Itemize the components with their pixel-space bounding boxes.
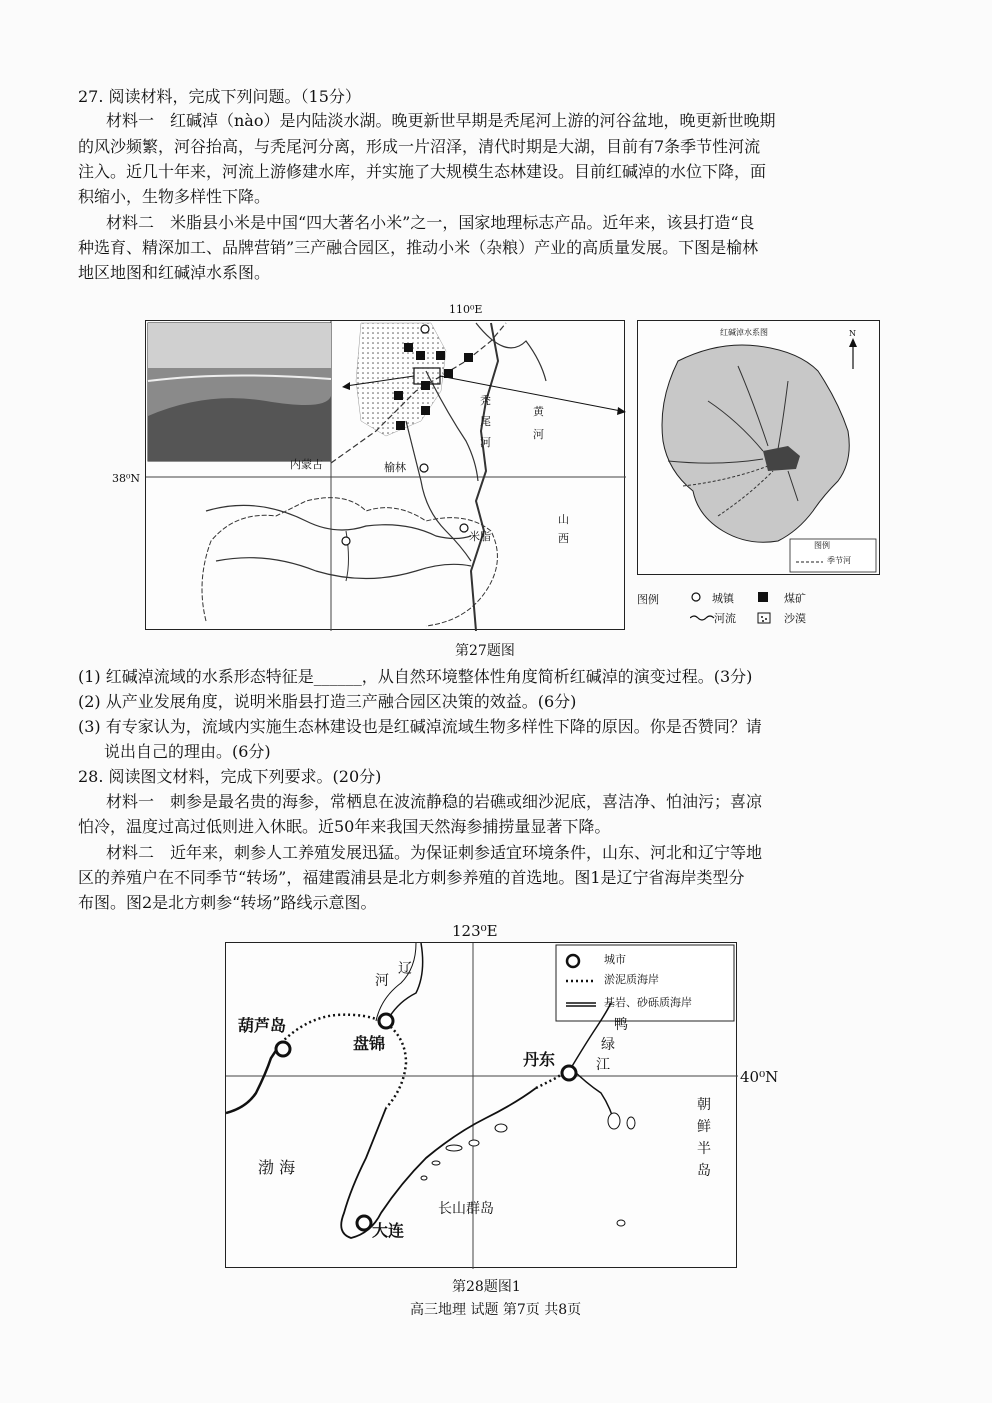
q28-title: 28. 阅读图文材料，完成下列要求。(20分)	[78, 767, 382, 786]
map28-legend-mud-coast: 淤泥质海岸	[604, 973, 659, 986]
legend-desert: 沙漠	[784, 612, 806, 625]
map27-legend-label: 图例	[637, 593, 659, 606]
map27-caption: 第27题图	[455, 643, 515, 659]
map28-latitude-label: 40⁰N	[740, 1068, 779, 1086]
inset-legend-seasonal-river: 季节河	[827, 556, 851, 565]
q28-material2-line: 布图。图2是北方刺参“转场”路线示意图。	[78, 893, 377, 912]
map27-longitude-label: 110⁰E	[449, 303, 483, 316]
map28-label-liao: 辽	[398, 961, 412, 977]
q27-question-3: (3) 有专家认为，流域内实施生态林建设也是红碱淖流域生物多样性下降的原因。你是否赞同？请	[78, 717, 762, 736]
q27-question-3-cont: 说出自己的理由。(6分)	[104, 742, 271, 761]
map28-longitude-label: 123⁰E	[452, 922, 498, 940]
inset-legend-title: 图例	[814, 541, 830, 550]
legend-town: 城镇	[712, 592, 734, 605]
q27-material2-line: 材料二 米脂县小米是中国“四大著名小米”之一，国家地理标志产品。近年来，该县打造“良	[106, 213, 755, 232]
legend-coal: 煤矿	[784, 592, 806, 605]
map28-label-korea: 半	[697, 1141, 711, 1157]
map27-label-yulin: 榆林	[384, 461, 406, 474]
map28-city-dandong: 丹东	[523, 1050, 556, 1069]
north-label: N	[849, 329, 856, 338]
page-footer: 高三地理 试题 第7页 共8页	[410, 1302, 582, 1318]
map28-label-changshan: 长山群岛	[438, 1201, 494, 1217]
q28-material2-line: 材料二 近年来，刺参人工养殖发展迅猛。为保证刺参适宜环境条件，山东、河北和辽宁等地	[106, 843, 763, 862]
map27-label-shanxi: 山	[558, 513, 569, 526]
q27-material1-line: 的风沙频繁，河谷抬高，与秃尾河分离，形成一片沼泽，清代时期是大湖，目前有7条季节性河流	[78, 137, 761, 156]
map28-city-dalian: 大连	[372, 1221, 405, 1240]
q28-material2-line: 区的养殖户在不同季节“转场”，福建霞浦县是北方刺参养殖的首选地。图1是辽宁省海岸类型分	[78, 868, 745, 887]
map27-label-tuwei: 秃	[480, 394, 491, 407]
map27-label-huanghe: 河	[533, 428, 544, 441]
map28-label-yalu: 鸭	[614, 1017, 628, 1033]
map27-label-shanxi: 西	[558, 532, 569, 545]
map28-label-korea: 鲜	[697, 1119, 711, 1135]
q28-material1-line: 材料一 刺参是最名贵的海参，常栖息在波流静稳的岩礁或细沙泥底，喜洁净、怕油污；喜凉	[106, 792, 763, 811]
q27-material2-line: 种选育、精深加工、品牌营销”三产融合园区，推动小米（杂粮）产业的高质量发展。下图是榆林	[78, 238, 759, 257]
map28-label-yalu: 绿	[601, 1037, 615, 1053]
map28-legend-city: 城市	[604, 953, 626, 966]
hongjiannao-water-system-map	[637, 320, 880, 575]
map28-label-bohai: 渤 海	[258, 1158, 296, 1177]
inset-title: 红碱淖水系图	[720, 328, 768, 337]
map28-label-korea: 岛	[697, 1163, 711, 1179]
legend-river: 河流	[714, 612, 736, 625]
map28-label-korea: 朝	[697, 1097, 711, 1113]
yulin-map	[145, 320, 625, 630]
map28-label-yalu: 江	[596, 1057, 610, 1073]
map27-label-tuwei: 河	[480, 436, 491, 449]
q27-question-1: (1) 红碱淖流域的水系形态特征是______，从自然环境整体性角度简析红碱淖的演变过程。(3分)	[78, 667, 753, 686]
map27-label-tuwei: 尾	[480, 415, 491, 428]
map27-label-neimenggu: 内蒙古	[290, 458, 323, 471]
map28-label-he: 河	[375, 973, 389, 989]
map28-caption: 第28题图1	[452, 1279, 521, 1295]
q28-material1-line: 怕冷，温度过高过低则进入休眠。近50年来我国天然海参捕捞量显著下降。	[78, 817, 611, 836]
map28-city-huludao: 葫芦岛	[238, 1016, 287, 1035]
map27-label-huanghe: 黄	[533, 405, 544, 418]
q27-material1-line: 注入。近几十年来，河流上游修建水库，并实施了大规模生态林建设。目前红碱淖的水位下降，面	[78, 162, 767, 181]
map28-legend-rock-coast: 基岩、砂砾质海岸	[604, 996, 692, 1009]
map28-city-panjin: 盘锦	[353, 1034, 386, 1053]
map27-latitude-label: 38⁰N	[112, 472, 141, 485]
q27-material2-line: 地区地图和红碱淖水系图。	[78, 263, 271, 282]
q27-material1-line: 积缩小，生物多样性下降。	[78, 187, 271, 206]
q27-material1-line: 材料一 红碱淖（nào）是内陆淡水湖。晚更新世早期是秃尾河上游的河谷盆地，晚更新世晚期	[106, 111, 776, 130]
map27-label-mizhi: 米脂	[469, 530, 491, 543]
q27-question-2: (2) 从产业发展角度，说明米脂县打造三产融合园区决策的效益。(6分)	[78, 692, 577, 711]
q27-title: 27. 阅读材料，完成下列问题。（15分）	[78, 87, 361, 106]
